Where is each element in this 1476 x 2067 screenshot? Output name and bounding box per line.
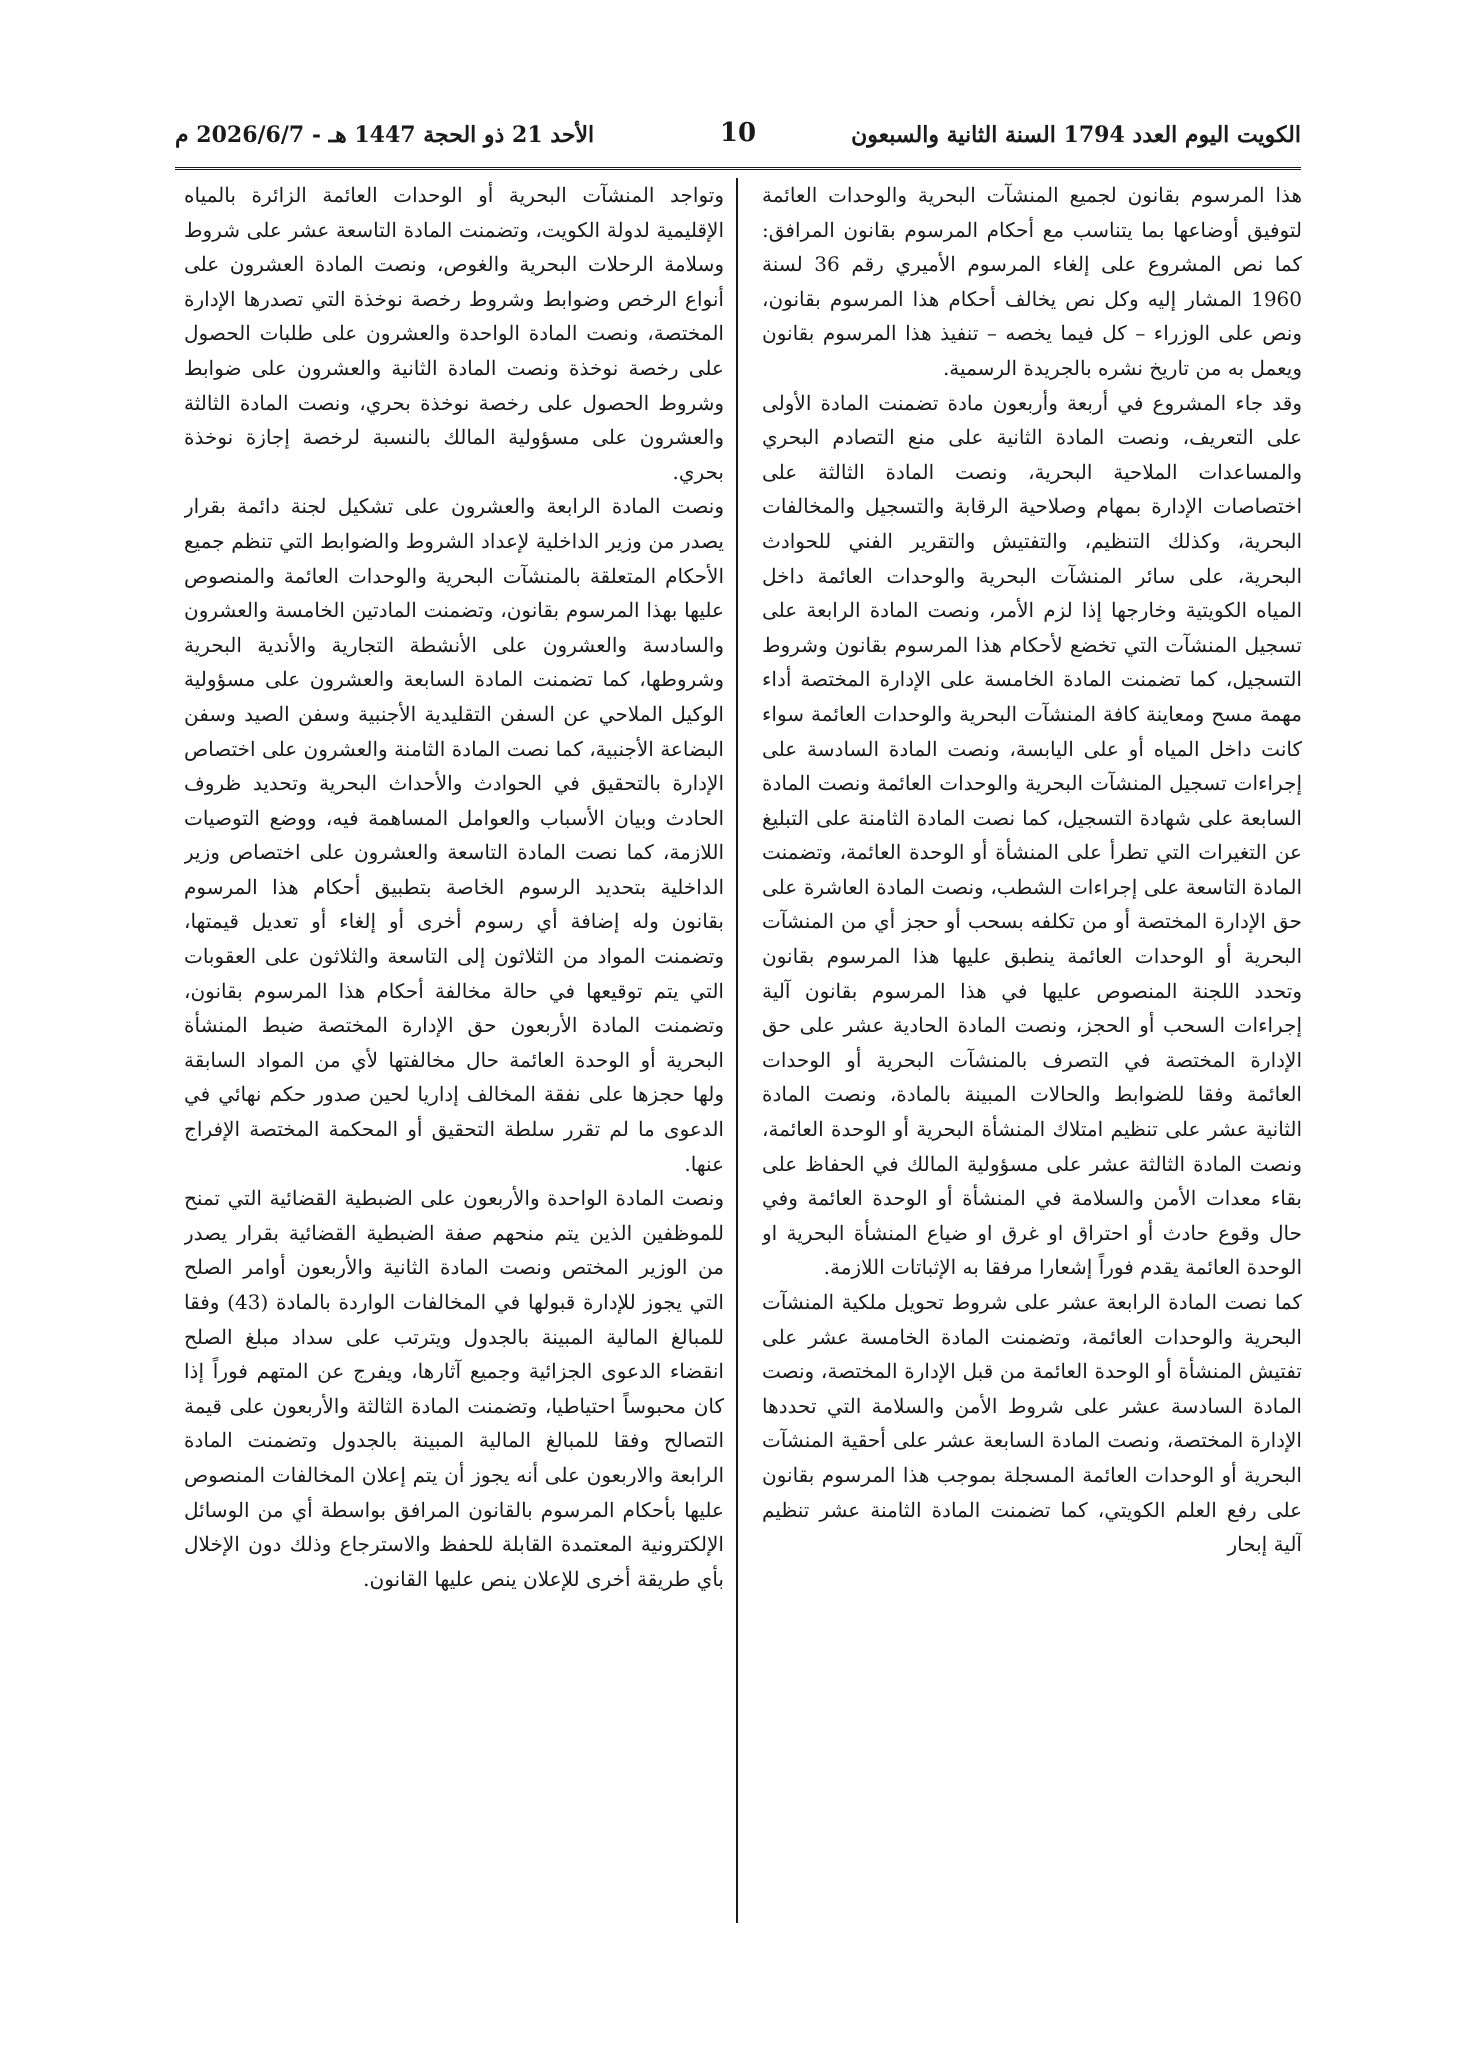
gazette-issue-info: الكويت اليوم العدد 1794 السنة الثانية والسبعون [851, 122, 1301, 148]
column-divider [736, 178, 738, 1923]
paragraph: وقد جاء المشروع في أربعة وأربعون مادة تضمنت المادة الأولى على التعريف، ونصت المادة الثانية على منع التصادم البحري والمساعدات الملاحية البحرية، ونصت المادة الثالثة على اختصاصات الإدارة بمهام وصلاحية الرقابة والتسجيل والمخالفات البحرية، وكذلك التنظيم، والتفتيش والتقرير الفني للحوادث البحرية، على سائر المنشآت البحرية والوحدات العائمة داخل المياه الكويتية وخارجها إذا لزم الأمر، ونصت المادة الرابعة على تسجيل المنشآت التي تخضع لأحكام هذا المرسوم بقانون وشروط التسجيل، كما تضمنت المادة الخامسة على الإدارة المختصة أداء مهمة مسح ومعاينة كافة المنشآت البحرية والوحدات العائمة سواء كانت داخل المياه أو على اليابسة، ونصت المادة السادسة على إجراءات تسجيل المنشآت البحرية والوحدات العائمة ونصت المادة السابعة على شهادة التسجيل، كما نصت المادة الثامنة على التبليغ عن التغيرات التي تطرأ على المنشأة أو الوحدة العائمة، وتضمنت المادة التاسعة على إجراءات الشطب، ونصت المادة العاشرة على حق الإدارة المختصة أو من تكلفه بسحب أو حجز أي من المنشآت البحرية أو الوحدات العائمة ينطبق عليها هذا المرسوم بقانون وتحدد اللجنة المنصوص عليها في هذا المرسوم بقانون آلية إجراءات السحب أو الحجز، ونصت المادة الحادية عشر على حق الإدارة المختصة في التصرف بالمنشآت البحرية أو الوحدات العائمة وفقا للضوابط والحالات المبينة بالمادة، ونصت المادة الثانية عشر على تنظيم امتلاك المنشأة البحرية أو الوحدة العائمة، ونصت المادة الثالثة عشر على مسؤولية المالك في الحفاظ على بقاء معدات الأمن والسلامة في المنشأة أو الوحدة العائمة وفي حال وقوع حادث أو احتراق او غرق او ضياع المنشأة البحرية او الوحدة العائمة يقدم فوراً إشعارا مرفقا به الإثباتات اللازمة. [762, 390, 1302, 1280]
paragraph: هذا المرسوم بقانون لجميع المنشآت البحرية والوحدات العائمة لتوفيق أوضاعها بما يتناسب مع أحكام المرسوم بقانون المرافق: كما نص المشروع على إلغاء المرسوم الأميري رقم 36 لسنة 1960 المشار إليه وكل نص يخالف أحكام هذا المرسوم بقانون، ونص على الوزراء – كل فيما يخصه – تنفيذ هذا المرسوم بقانون ويعمل به من تاريخ نشره بالجريدة الرسمية. [762, 183, 1302, 380]
paragraph: كما نصت المادة الرابعة عشر على شروط تحويل ملكية المنشآت البحرية والوحدات العائمة، وتضمنت المادة الخامسة عشر على تفتيش المنشأة أو الوحدة العائمة من قبل الإدارة المختصة، ونصت المادة السادسة عشر على شروط الأمن والسلامة التي تحددها الإدارة المختصة، ونصت المادة السابعة عشر على أحقية المنشآت البحرية أو الوحدات العائمة المسجلة بموجب هذا المرسوم بقانون على رفع العلم الكويتي، كما تضمنت المادة الثامنة عشر تنظيم آلية إبحار [762, 1290, 1302, 1557]
header-divider [175, 167, 1301, 170]
paragraph: وتواجد المنشآت البحرية أو الوحدات العائمة الزائرة بالمياه الإقليمية لدولة الكويت، وتضمنت المادة التاسعة عشر على شروط وسلامة الرحلات البحرية والغوص، ونصت المادة العشرون على أنواع الرخص وضوابط وشروط رخصة نوخذة التي تصدرها الإدارة المختصة، ونصت المادة الواحدة والعشرون على طلبات الحصول على رخصة نوخذة ونصت المادة الثانية والعشرون على ضوابط وشروط الحصول على رخصة نوخذة بحري، ونصت المادة الثالثة والعشرون على مسؤولية المالك بالنسبة لرخصة إجازة نوخذة بحري. [184, 183, 724, 484]
page-header [175, 118, 1301, 164]
right-text-column [762, 178, 1302, 1928]
page-number: 10 [719, 118, 757, 148]
left-text-column [184, 178, 724, 1928]
issue-date: الأحد 21 ذو الحجة 1447 هـ - 2026/6/7 م [175, 122, 595, 148]
paragraph: ونصت المادة الواحدة والأربعون على الضبطية القضائية التي تمنح للموظفين الذين يتم منحهم صفة الضبطية القضائية بقرار يصدر من الوزير المختص ونصت المادة الثانية والأربعون أوامر الصلح التي يجوز للإدارة قبولها في المخالفات الواردة بالمادة (43) وفقا للمبالغ المالية المبينة بالجدول ويترتب على سداد مبلغ الصلح انقضاء الدعوى الجزائية وجميع آثارها، ويفرج عن المتهم فوراً إذا كان محبوساً احتياطيا، وتضمنت المادة الثالثة والأربعون على قيمة التصالح وفقا للمبالغ المالية المبينة بالجدول وتضمنت المادة الرابعة والاربعون على أنه يجوز أن يتم إعلان المخالفات المنصوص عليها بأحكام المرسوم بالقانون المرافق بواسطة أي من الوسائل الإلكترونية المعتمدة القابلة للحفظ والاسترجاع وذلك دون الإخلال بأي طريقة أخرى للإعلان ينص عليها القانون. [184, 1186, 724, 1591]
paragraph: ونصت المادة الرابعة والعشرون على تشكيل لجنة دائمة بقرار يصدر من وزير الداخلية لإعداد الشروط والضوابط التي تنظم جميع الأحكام المتعلقة بالمنشآت البحرية والوحدات العائمة والمنصوص عليها بهذا المرسوم بقانون، وتضمنت المادتين الخامسة والعشرون والسادسة والعشرون على الأنشطة التجارية والأندية البحرية وشروطها، كما تضمنت المادة السابعة والعشرون على مسؤولية الوكيل الملاحي عن السفن التقليدية الأجنبية وسفن الصيد وسفن البضاعة الأجنبية، كما نصت المادة الثامنة والعشرون على اختصاص الإدارة بالتحقيق في الحوادث والأحداث البحرية وتحديد ظروف الحادث وبيان الأسباب والعوامل المساهمة فيه، ووضع التوصيات اللازمة، كما نصت المادة التاسعة والعشرون على اختصاص وزير الداخلية بتحديد الرسوم الخاصة بتطبيق أحكام هذا المرسوم بقانون وله إضافة أي رسوم أخرى أو إلغاء أو تعديل قيمتها، وتضمنت المواد من الثلاثون إلى التاسعة والثلاثون على العقوبات التي يتم توقيعها في حالة مخالفة أحكام هذا المرسوم بقانون، وتضمنت المادة الأربعون حق الإدارة المختصة ضبط المنشأة البحرية أو الوحدة العائمة حال مخالفتها لأي من المواد السابقة ولها حجزها على نفقة المخالف إداريا لحين صدور حكم نهائي في الدعوى ما لم تقرر سلطة التحقيق أو المحكمة المختصة الإفراج عنها. [184, 494, 724, 1176]
